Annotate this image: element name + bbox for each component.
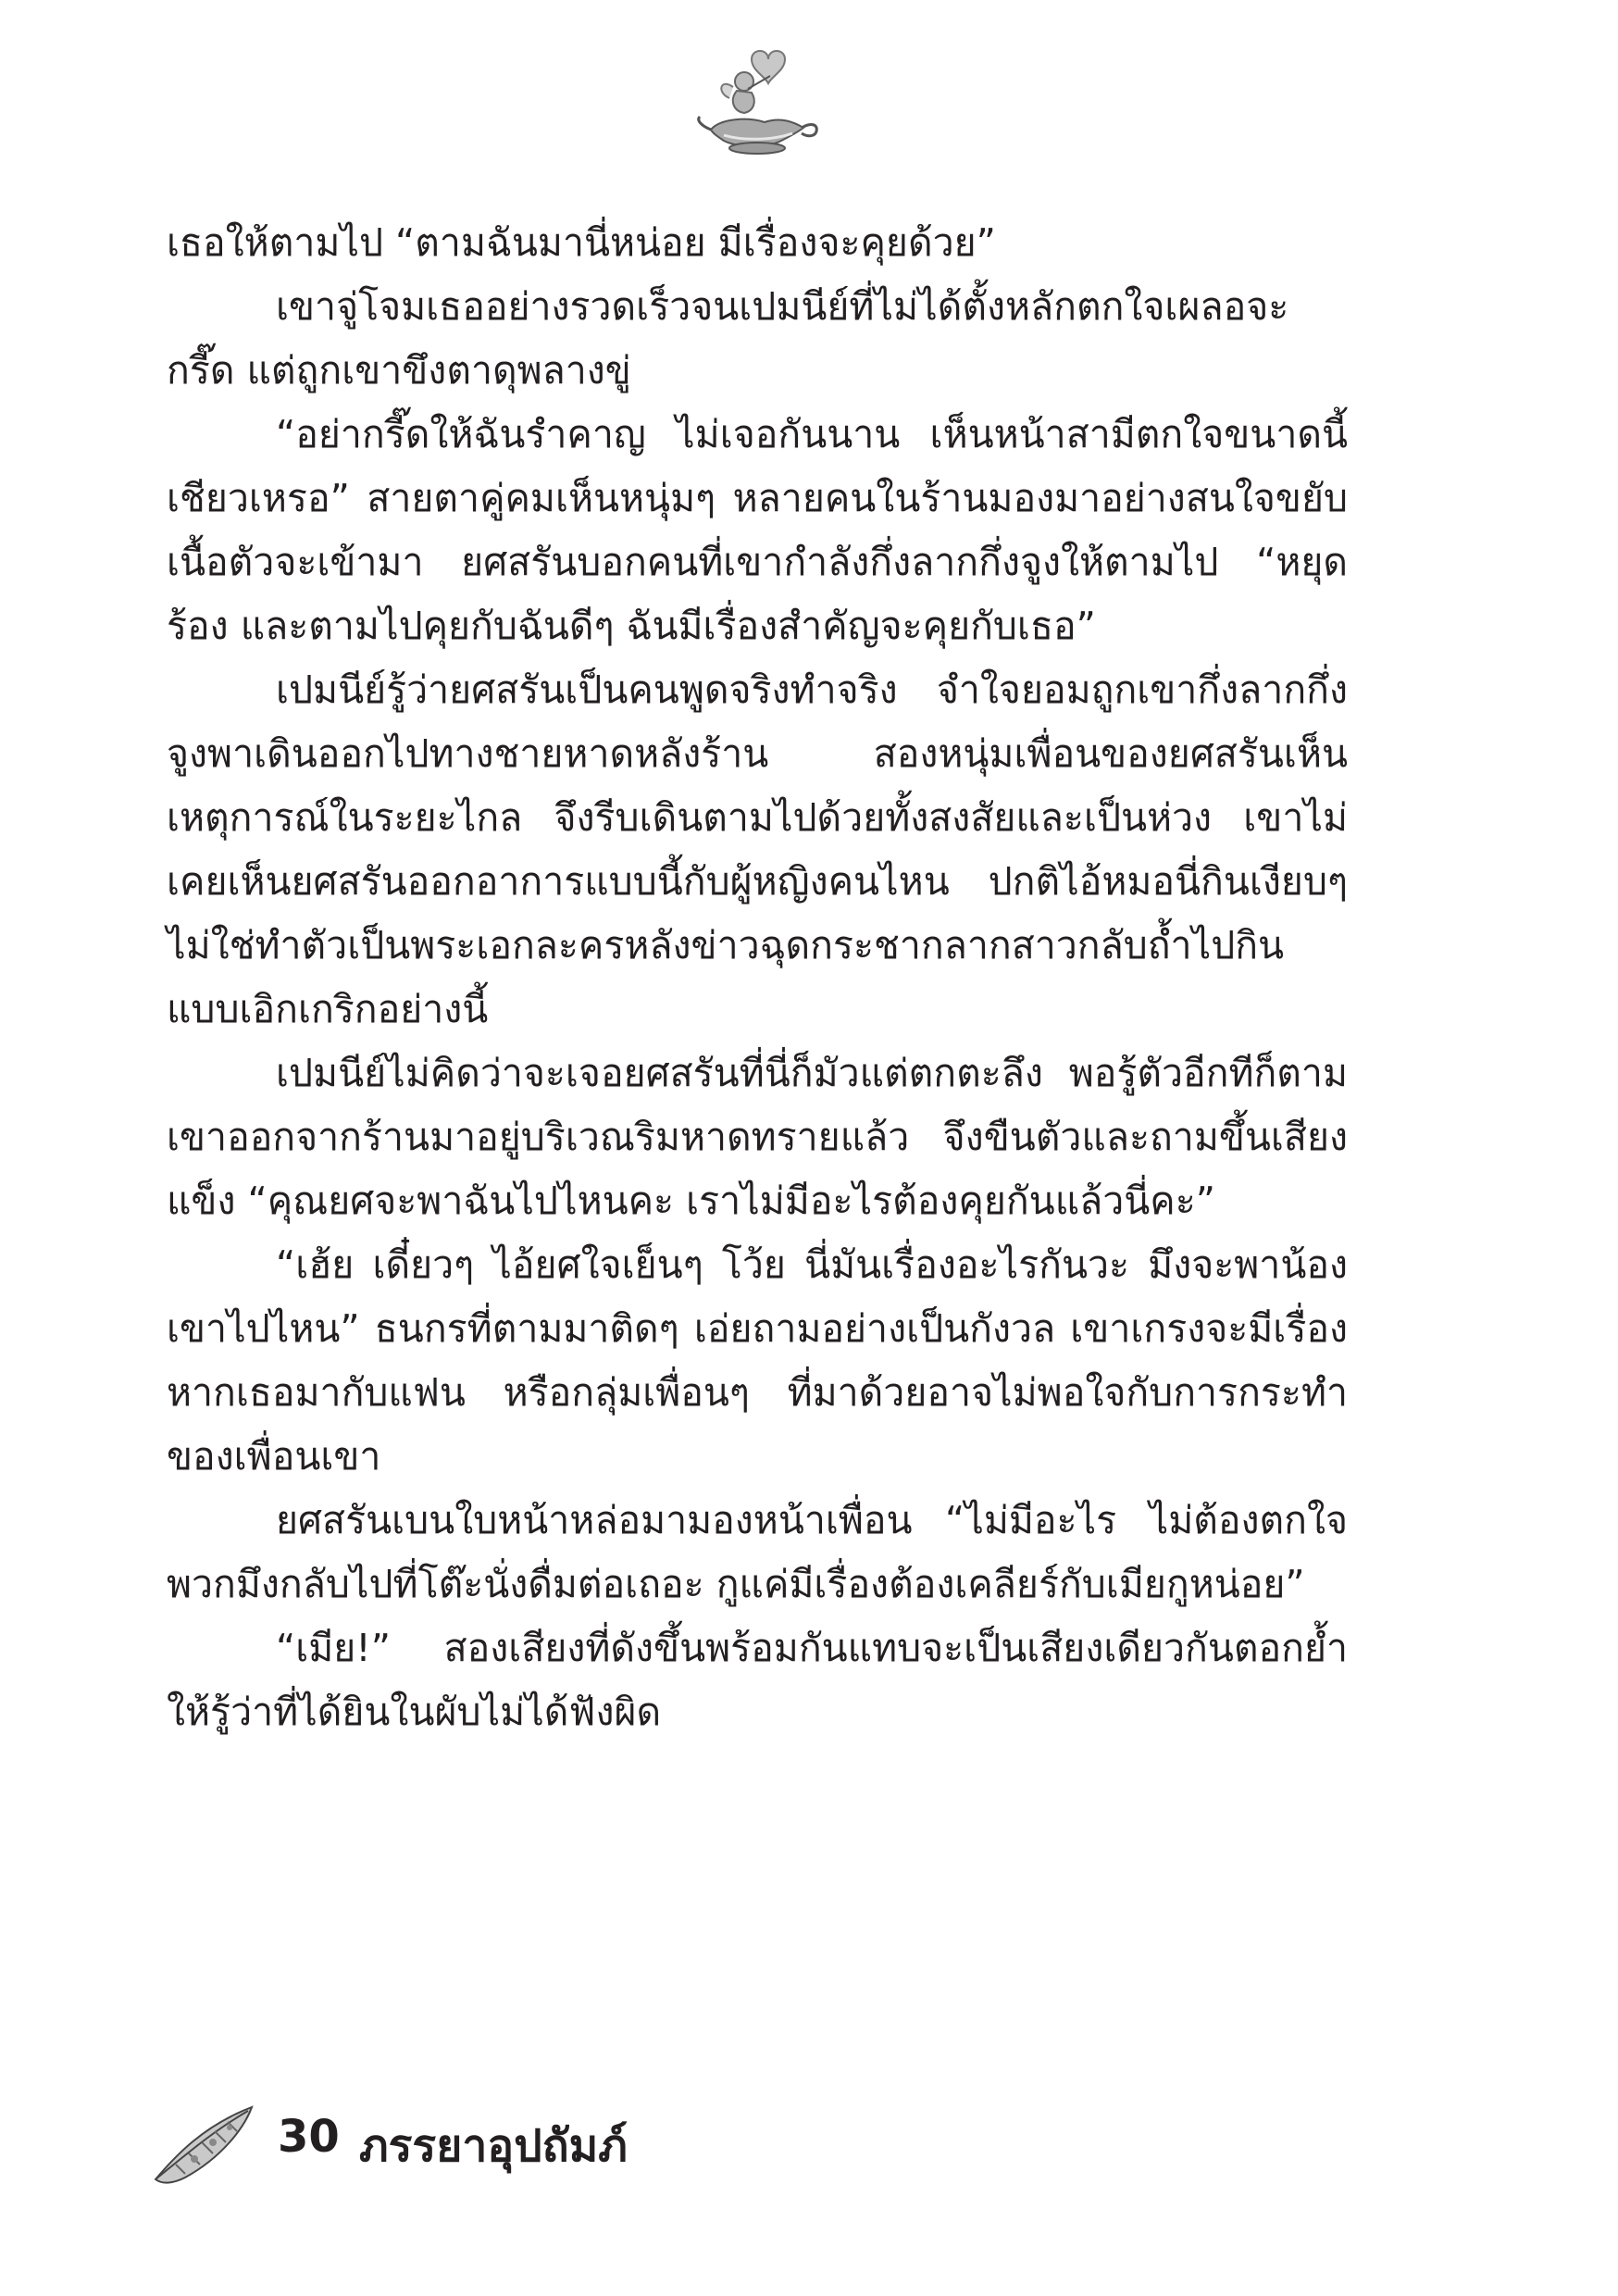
paragraph-4: เปมนีย์รู้ว่ายศสรันเป็นคนพูดจริงทำจริง จำใจยอมถูกเขากึ่งลากกึ่งจูงพาเดินออกไปทางชายหาดหลังร้าน สองหนุ่มเพื่อนของยศสรันเห็นเหตุการณ์ในระยะไกล จึงรีบเดินตามไปด้วยทั้งสงสัยและเป็นห่วง เขาไม่เคยเห็นยศสรันออกอาการแบบนี้กับผู้หญิงคนไหน ปกติไอ้หมอนี่กินเงียบๆ ไม่ใช่ทำตัวเป็นพระเอกละครหลังข่าวฉุดกระชากลากสาวกลับถ้ำไปกินแบบเอิกเกริกอย่างนี้ [167,668,1348,1031]
paragraph-5: เปมนีย์ไม่คิดว่าจะเจอยศสรันที่นี่ก็มัวแต่ตกตะลึง พอรู้ตัวอีกทีก็ตามเขาออกจากร้านมาอยู่บริเวณริมหาดทรายแล้ว จึงขืนตัวและถามขึ้นเสียงแข็ง “คุณยศจะพาฉันไปไหนคะ เราไม่มีอะไรต้องคุยกันแล้วนี่คะ” [167,1051,1348,1223]
feather-quill-icon [148,2100,259,2189]
page-footer [148,2094,1259,2205]
cupid-magic-lamp-icon [692,44,822,165]
body-text [167,211,1348,1744]
page-number: 30 [278,2111,340,2163]
paragraph-7: ยศสรันเบนใบหน้าหล่อมามองหน้าเพื่อน “ไม่มีอะไร ไม่ต้องตกใจ พวกมึงกลับไปที่โต๊ะนั่งดื่มต่อเถอะ กูแค่มีเรื่องต้องเคลียร์กับเมียกูหน่อย” [167,1498,1348,1606]
paragraph-3: “อย่ากรี๊ดให้ฉันรำคาญ ไม่เจอกันนาน เห็นหน้าสามีตกใจขนาดนี้เชียวเหรอ” สายตาคู่คมเห็นหนุ่มๆ หลายคนในร้านมองมาอย่างสนใจขยับเนื้อตัวจะเข้ามา ยศสรันบอกคนที่เขากำลังกึ่งลากกึ่งจูงให้ตามไป “หยุดร้อง และตามไปคุยกับฉันดีๆ ฉันมีเรื่องสำคัญจะคุยกับเธอ” [167,412,1348,648]
paragraph-8: “เมีย!” สองเสียงที่ดังขึ้นพร้อมกันแทบจะเป็นเสียงเดียวกันตอกย้ำให้รู้ว่าที่ได้ยินในผับไม่ได้ฟังผิด [167,1626,1348,1734]
paragraph-2: เขาจู่โจมเธออย่างรวดเร็วจนเปมนีย์ที่ไม่ได้ตั้งหลักตกใจเผลอจะกรี๊ด แต่ถูกเขาขึงตาดุพลางขู่ [167,284,1289,393]
book-title: ภรรยาอุปถัมภ์ [359,2120,628,2172]
paragraph-1: เธอให้ตามไป “ตามฉันมานี่หน่อย มีเรื่องจะคุยด้วย” [167,220,996,265]
paragraph-6: “เฮ้ย เดี๋ยวๆ ไอ้ยศใจเย็นๆ โว้ย นี่มันเรื่องอะไรกันวะ มึงจะพาน้องเขาไปไหน” ธนกรที่ตามมาติดๆ เอ่ยถามอย่างเป็นกังวล เขาเกรงจะมีเรื่องหากเธอมากับแฟน หรือกลุ่มเพื่อนๆ ที่มาด้วยอาจไม่พอใจกับการกระทำของเพื่อนเขา [167,1242,1348,1479]
